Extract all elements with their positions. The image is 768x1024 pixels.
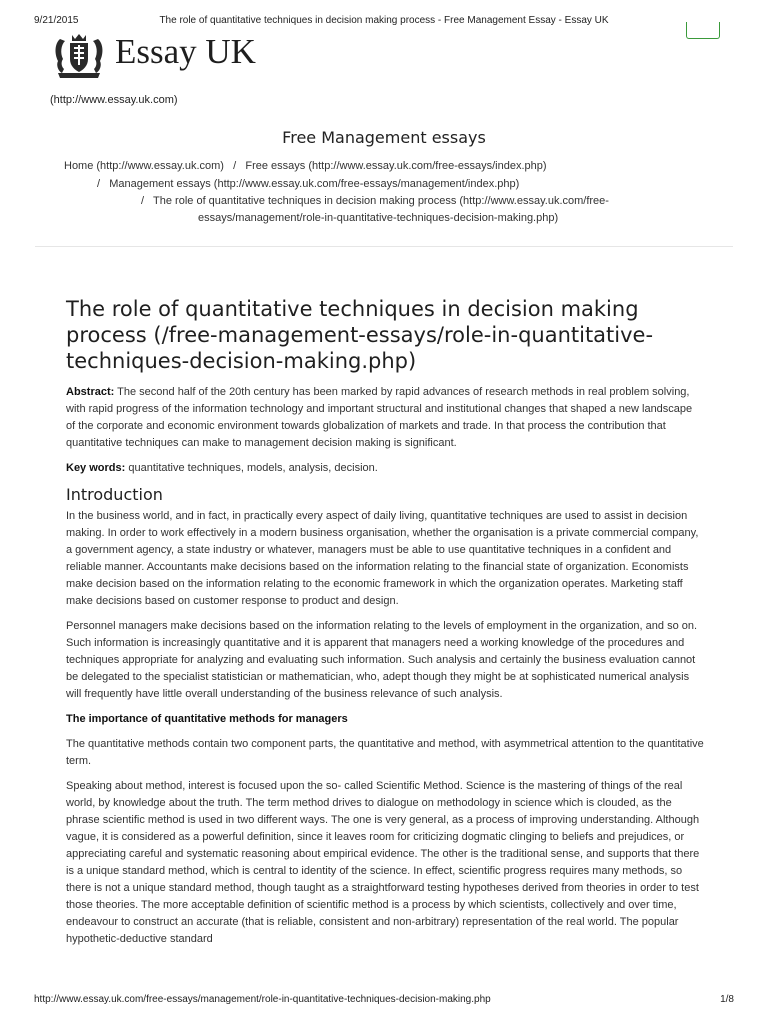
article-content (66, 296, 704, 956)
page-number: 1/8 (720, 994, 734, 1005)
crest-icon (52, 33, 106, 79)
abstract-text: The second half of the 20th century has been marked by rapid advances of research methods in real problem solving, with rapid progress of the information technology and important structural and institutional changes that shaped a new landscape of the corporate and economic environment towards globalization of markets and trade. In that process the contribution that quantitative techniques can make to management decision making is significant. (66, 386, 693, 449)
breadcrumb-home-link[interactable]: Home (http://www.essay.uk.com) (64, 160, 224, 172)
intro-paragraph-2: Personnel managers make decisions based on the information relating to the levels of employment in the organization, and so on. Such information is increasingly quantitative and it is apparent that managers need a working knowledge of the procedures and techniques appropriate for analyzing and evaluating such information. Such analysis and certainly the business evaluation cannot be delegated to the specialist statistician or mathematician, who, adept though they might be at sophisticated numerical analysis will frequently have little overall understanding of the business relevance of such analysis. (66, 620, 698, 700)
breadcrumb-line-2 (97, 176, 747, 193)
breadcrumb-separator: / (233, 160, 237, 172)
print-date: 9/21/2015 (34, 15, 79, 26)
logo-text: Essay UK (115, 32, 256, 71)
home-link[interactable]: (http://www.essay.uk.com) (50, 94, 178, 106)
importance-paragraph-2: Speaking about method, interest is focused upon the so- called Scientific Method. Science is the mastering of things of the real world, by knowledge about the truth. The term method drives to dialogue on methodology in science which is clouded, as the phrase scientific method is used in two different ways. The one is very general, as a process of improving understanding. Although vague, it is considered as a powerful definition, since it leaves room for criticizing dogmatic clinging to beliefs and prejudices, or appreciating careful and systematic reasoning about empirical evidence. The other is the traditional sense, and supports that there is a unique standard method, which is central to identity of the science. In effect, scientific progress requires many methods, so there is not a unique standard method, though taught as a straightforward testing hypotheses derived from theories in order to test those theories. The more acceptable definition of scientific method is a process by which scientists, collectively and over time, endeavour to construct an accurate (that is reliable, consistent and non-arbitrary) representation of the real world. The popular hypothetic-deductive standard (66, 780, 700, 945)
importance-heading: The importance of quantitative methods for managers (66, 713, 348, 725)
header-divider (35, 246, 733, 247)
abstract-label: Abstract: (66, 386, 115, 398)
breadcrumb-current-link[interactable]: The role of quantitative techniques in decision making process (http://www.essay.uk.com/free- (153, 195, 609, 207)
breadcrumb-current-link-cont[interactable]: essays/management/role-in-quantitative-techniques-decision-making.php) (198, 212, 559, 224)
abstract-paragraph (66, 384, 704, 452)
article-title[interactable]: The role of quantitative techniques in decision making process (/free-management-essays/role-in-quantitative-techniques-decision-making.php) (66, 297, 654, 373)
intro-paragraph-1: In the business world, and in fact, in practically every aspect of daily living, quantitative techniques are used to assist in decision making. In order to work effectively in a modern business organisation, whether the organisation is a private commercial company, a government agency, a state industry or whatever, managers must be able to use quantitative techniques in a confident and reliable manner. Accountants make decisions based on the information relating to the financial state of organization. Economists make decision based on the information relating to the economic framework in which the organization operates. Marketing staff make decisions based on customer response to product and design. (66, 510, 699, 607)
print-header (34, 15, 734, 29)
breadcrumb-separator: / (141, 195, 145, 207)
keywords-label: Key words: (66, 462, 126, 474)
print-page-title: The role of quantitative techniques in decision making process - Free Management Essay - Essay UK (159, 15, 609, 26)
header-menu-button[interactable] (686, 22, 720, 39)
keywords-paragraph (66, 460, 704, 477)
breadcrumb-separator: / (97, 178, 101, 190)
breadcrumb-line-3 (141, 193, 661, 227)
introduction-heading: Introduction (66, 485, 163, 504)
breadcrumb-management-link[interactable]: Management essays (http://www.essay.uk.com/free-essays/management/index.php) (109, 178, 520, 190)
breadcrumb-free-essays-link[interactable]: Free essays (http://www.essay.uk.com/free-essays/index.php) (245, 160, 547, 172)
keywords-text: quantitative techniques, models, analysis, decision. (128, 462, 378, 474)
print-footer-url: http://www.essay.uk.com/free-essays/management/role-in-quantitative-techniques-decision-making.php (34, 994, 491, 1005)
breadcrumb (64, 158, 744, 175)
section-heading: Free Management essays (282, 128, 486, 147)
print-footer (34, 994, 734, 1008)
importance-paragraph-1: The quantitative methods contain two component parts, the quantitative and method, with asymmetrical attention to the quantitative term. (66, 738, 704, 767)
